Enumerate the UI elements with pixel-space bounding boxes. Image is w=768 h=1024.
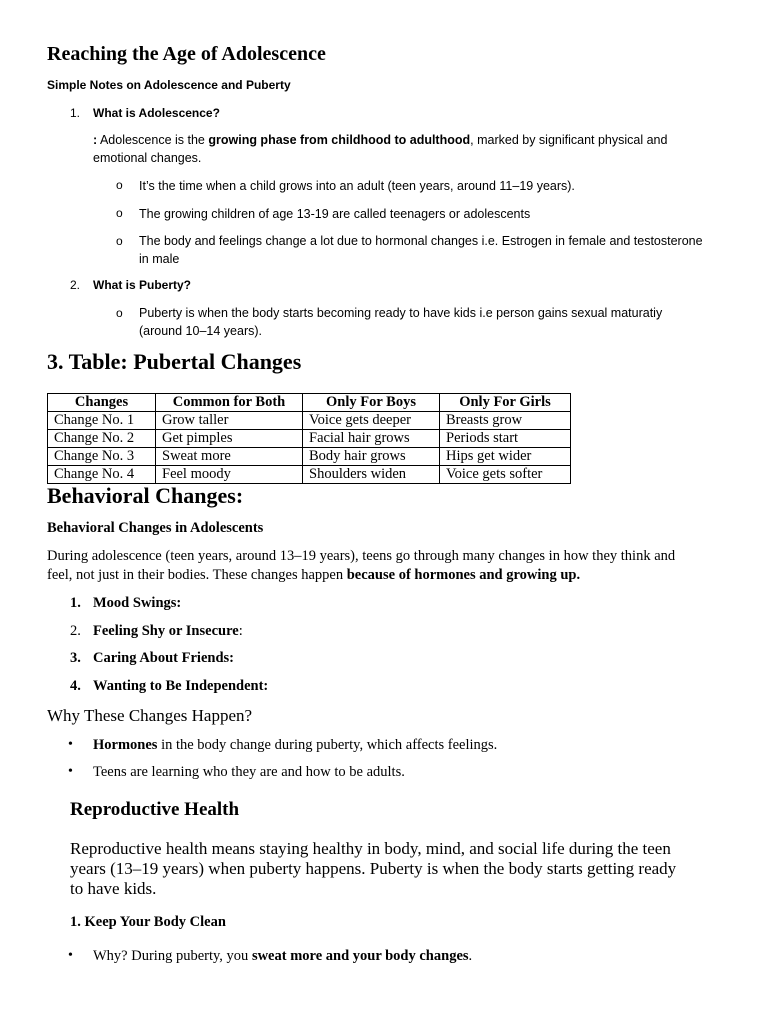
paragraph-line2: feel, not just in their bodies. These changes happen bbox=[47, 567, 347, 583]
table-header-row bbox=[48, 394, 571, 412]
list-item bbox=[93, 737, 497, 754]
table-row bbox=[48, 448, 571, 466]
pubertal-changes-table bbox=[47, 393, 571, 484]
behavioral-paragraph bbox=[47, 547, 747, 585]
table-cell: Change No. 3 bbox=[48, 448, 156, 466]
table-cell: Sweat more bbox=[156, 448, 303, 466]
list-item-label: Feeling Shy or Insecure bbox=[93, 623, 239, 639]
puberty-line1: Puberty is when the body starts becoming ready to have kids i.e person gains sexual maturatiy bbox=[139, 306, 663, 320]
list-number: 3. bbox=[70, 650, 81, 666]
list-number: 2. bbox=[70, 623, 81, 639]
table-cell: Voice gets deeper bbox=[303, 412, 440, 430]
bullet-marker: o bbox=[116, 306, 123, 320]
adolescence-definition bbox=[93, 131, 733, 167]
table-cell: Facial hair grows bbox=[303, 430, 440, 448]
column-header: Common for Both bbox=[156, 394, 303, 412]
list-item-text: Why? During puberty, you bbox=[93, 948, 252, 964]
table-row bbox=[48, 430, 571, 448]
subsection-heading: 1. Keep Your Body Clean bbox=[70, 914, 226, 930]
table-cell: Body hair grows bbox=[303, 448, 440, 466]
paragraph-line3: to have kids. bbox=[70, 879, 157, 898]
list-number: 1. bbox=[70, 106, 81, 120]
puberty-line2: (around 10–14 years). bbox=[139, 324, 262, 338]
definition-bold: growing phase from childhood to adulthood bbox=[208, 133, 471, 147]
list-number: 2. bbox=[70, 278, 81, 292]
bullet-marker: • bbox=[68, 948, 73, 963]
list-item bbox=[139, 232, 739, 268]
list-number: 1. bbox=[70, 595, 81, 611]
paragraph-line2: years (13–19 years) when puberty happens. Puberty is when the body starts getting ready bbox=[70, 859, 677, 878]
list-item-text: in the body change during puberty, which affects feelings. bbox=[157, 737, 498, 753]
bullet-marker: • bbox=[68, 764, 73, 779]
table-cell: Hips get wider bbox=[440, 448, 571, 466]
list-item-line2: in male bbox=[139, 252, 180, 266]
page-title: Reaching the Age of Adolescence bbox=[47, 43, 326, 65]
list-item-suffix: . bbox=[468, 948, 473, 964]
column-header: Only For Girls bbox=[440, 394, 571, 412]
table-row bbox=[48, 412, 571, 430]
table-cell: Grow taller bbox=[156, 412, 303, 430]
bullet-marker: o bbox=[116, 234, 123, 248]
table-cell: Periods start bbox=[440, 430, 571, 448]
column-header: Only For Boys bbox=[303, 394, 440, 412]
definition-text-b: , marked by significant physical and bbox=[470, 133, 668, 147]
definition-colon: : bbox=[93, 133, 98, 147]
table-cell: Change No. 2 bbox=[48, 430, 156, 448]
table-cell: Change No. 4 bbox=[48, 466, 156, 484]
list-item: Mood Swings: bbox=[93, 595, 182, 611]
list-item-bold: Hormones bbox=[93, 737, 158, 753]
bullet-marker: o bbox=[116, 206, 123, 220]
section-heading-puberty: What is Puberty? bbox=[93, 278, 192, 292]
table-cell: Voice gets softer bbox=[440, 466, 571, 484]
why-heading: Why These Changes Happen? bbox=[47, 706, 253, 725]
table-cell: Breasts grow bbox=[440, 412, 571, 430]
list-item: Wanting to Be Independent: bbox=[93, 678, 269, 694]
reproductive-heading: Reproductive Health bbox=[70, 799, 240, 820]
table-cell: Shoulders widen bbox=[303, 466, 440, 484]
definition-text-a: Adolescence is the bbox=[97, 133, 209, 147]
list-number: 4. bbox=[70, 678, 81, 694]
bullet-marker: o bbox=[116, 178, 123, 192]
list-item: Teens are learning who they are and how to be adults. bbox=[93, 764, 405, 780]
definition-text-line2: emotional changes. bbox=[93, 151, 202, 165]
section-heading-adolescence: What is Adolescence? bbox=[93, 106, 220, 120]
column-header: Changes bbox=[48, 394, 156, 412]
list-item: It’s the time when a child grows into an adult (teen years, around 11–19 years). bbox=[139, 179, 575, 193]
behavioral-subheading: Behavioral Changes in Adolescents bbox=[47, 520, 264, 536]
list-item-bold: sweat more and your body changes bbox=[251, 948, 469, 964]
puberty-definition bbox=[139, 304, 739, 340]
table-cell: Feel moody bbox=[156, 466, 303, 484]
paragraph-line1: Reproductive health means staying healthy in body, mind, and social life during the teen bbox=[70, 839, 671, 858]
list-item bbox=[93, 948, 472, 965]
paragraph-line1: During adolescence (teen years, around 13–19 years), teens go through many changes in how they think and bbox=[47, 548, 676, 564]
table-cell: Get pimples bbox=[156, 430, 303, 448]
bullet-marker: • bbox=[68, 737, 73, 752]
list-item-suffix: : bbox=[238, 623, 243, 639]
list-item: Caring About Friends: bbox=[93, 650, 234, 666]
reproductive-paragraph bbox=[70, 839, 750, 899]
list-item-line1: The body and feelings change a lot due to hormonal changes i.e. Estrogen in female and testosterone bbox=[139, 234, 703, 248]
page-subtitle: Simple Notes on Adolescence and Puberty bbox=[47, 78, 291, 92]
list-item bbox=[93, 623, 243, 640]
behavioral-heading: Behavioral Changes: bbox=[47, 483, 244, 508]
table-heading: 3. Table: Pubertal Changes bbox=[47, 349, 302, 374]
paragraph-bold: because of hormones and growing up. bbox=[346, 567, 581, 583]
table-cell: Change No. 1 bbox=[48, 412, 156, 430]
list-item: The growing children of age 13-19 are called teenagers or adolescents bbox=[139, 207, 531, 221]
table-row bbox=[48, 466, 571, 484]
